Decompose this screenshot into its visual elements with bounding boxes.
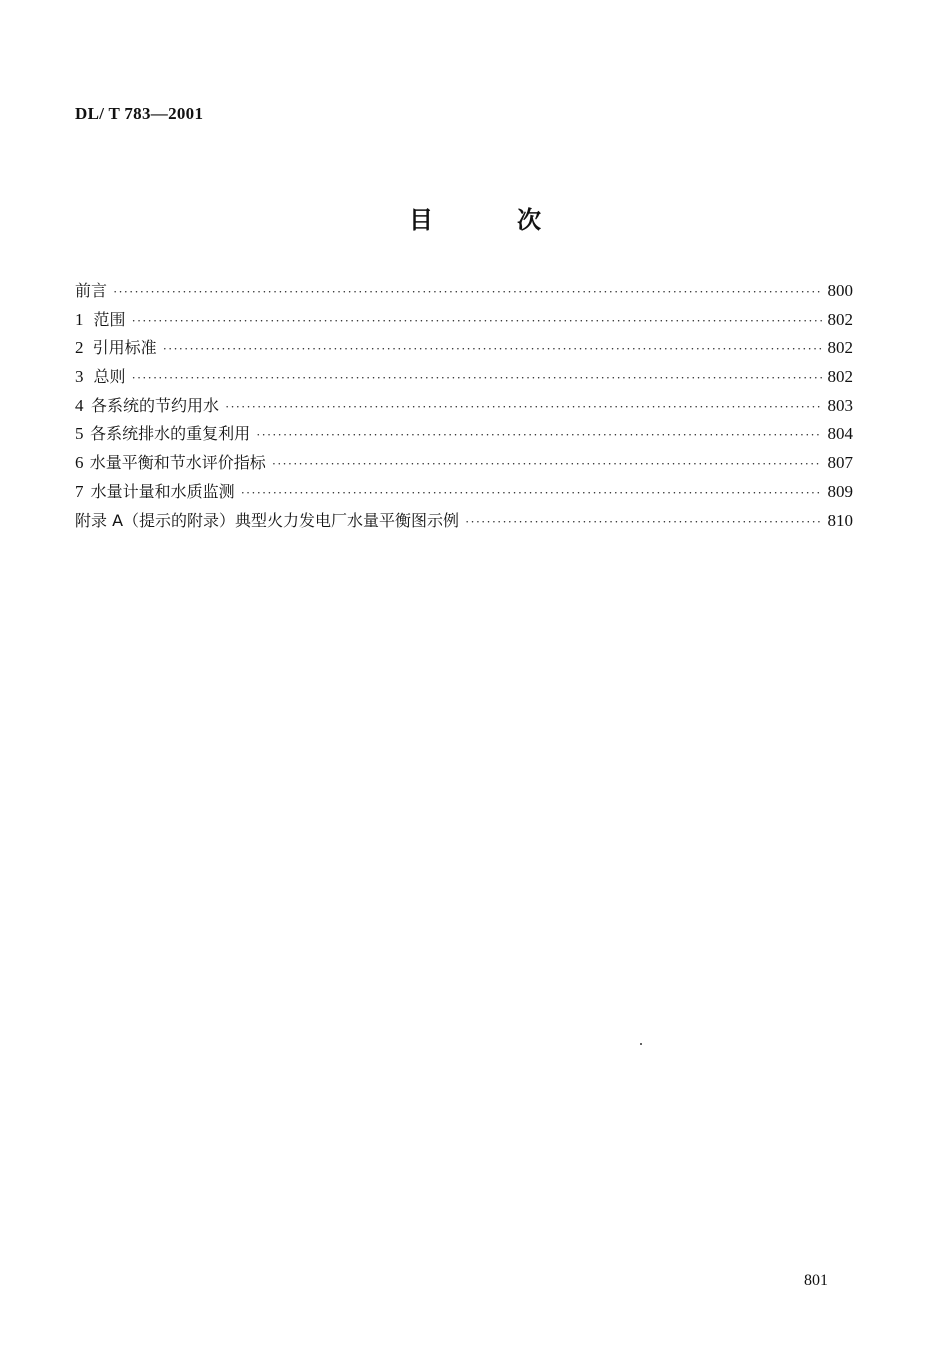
page-number: 801 <box>804 1272 828 1289</box>
toc-entry-3[interactable] <box>75 363 853 392</box>
toc-dot-leader <box>465 508 821 537</box>
scan-speck <box>640 1043 642 1045</box>
toc-entry-label: 各系统排水的重复利用 <box>90 424 251 444</box>
toc-dot-leader <box>272 450 822 479</box>
toc-entry-number: 4 <box>75 395 84 415</box>
toc-entry-1[interactable] <box>75 306 853 335</box>
toc-entry-number: 7 <box>75 481 84 501</box>
toc-entry-label: 引用标准 <box>92 338 157 358</box>
toc-entry-page: 804 <box>827 424 853 444</box>
toc-entry-page: 802 <box>827 338 853 358</box>
toc-dot-leader <box>163 335 822 364</box>
toc-entry-label: 水量计量和水质监测 <box>90 481 235 501</box>
toc-title-char-2: 次 <box>517 206 541 234</box>
toc-entry-label: 水量平衡和节水评价指标 <box>89 453 266 473</box>
toc-title-char-1: 目 <box>409 206 433 234</box>
toc-entry-2[interactable] <box>75 334 853 363</box>
toc-entry-number: 1 <box>75 309 84 329</box>
toc-entry-4[interactable] <box>75 392 853 421</box>
toc-entry-page: 800 <box>827 281 853 300</box>
toc-entry-number: 2 <box>75 338 84 358</box>
toc-entry-5[interactable] <box>75 420 853 449</box>
toc-entry-label: 范围 <box>93 309 126 329</box>
toc-entry-label: 各系统的节约用水 <box>90 395 219 415</box>
toc-entry-page: 802 <box>827 309 853 329</box>
toc-entry-label: 前言 <box>75 281 108 300</box>
toc-title <box>0 200 950 235</box>
toc-dot-leader <box>256 421 821 450</box>
toc-entry-page: 809 <box>827 481 853 501</box>
toc-entry-number: 6 <box>75 453 84 473</box>
toc-dot-leader <box>241 479 822 508</box>
toc-entry-label: 附录 A（提示的附录）典型火力发电厂水量平衡图示例 <box>75 510 460 530</box>
toc-dot-leader <box>225 393 822 422</box>
document-code: DL/ T 783—2001 <box>75 104 204 123</box>
toc-entry-appendix-a[interactable] <box>75 507 853 536</box>
toc-entry-page: 810 <box>827 510 853 530</box>
toc-entry-page: 803 <box>827 395 853 415</box>
toc-dot-leader <box>132 364 822 393</box>
toc-dot-leader <box>132 307 822 336</box>
toc-list <box>75 277 853 535</box>
toc-entry-page: 807 <box>827 453 853 473</box>
toc-dot-leader <box>113 278 821 307</box>
toc-entry-7[interactable] <box>75 478 853 507</box>
toc-entry-number: 3 <box>75 367 84 387</box>
toc-entry-page: 802 <box>827 367 853 387</box>
toc-entry-number: 5 <box>75 424 84 444</box>
toc-entry-preface[interactable] <box>75 277 853 306</box>
toc-entry-6[interactable] <box>75 449 853 478</box>
toc-entry-label: 总则 <box>93 367 126 387</box>
